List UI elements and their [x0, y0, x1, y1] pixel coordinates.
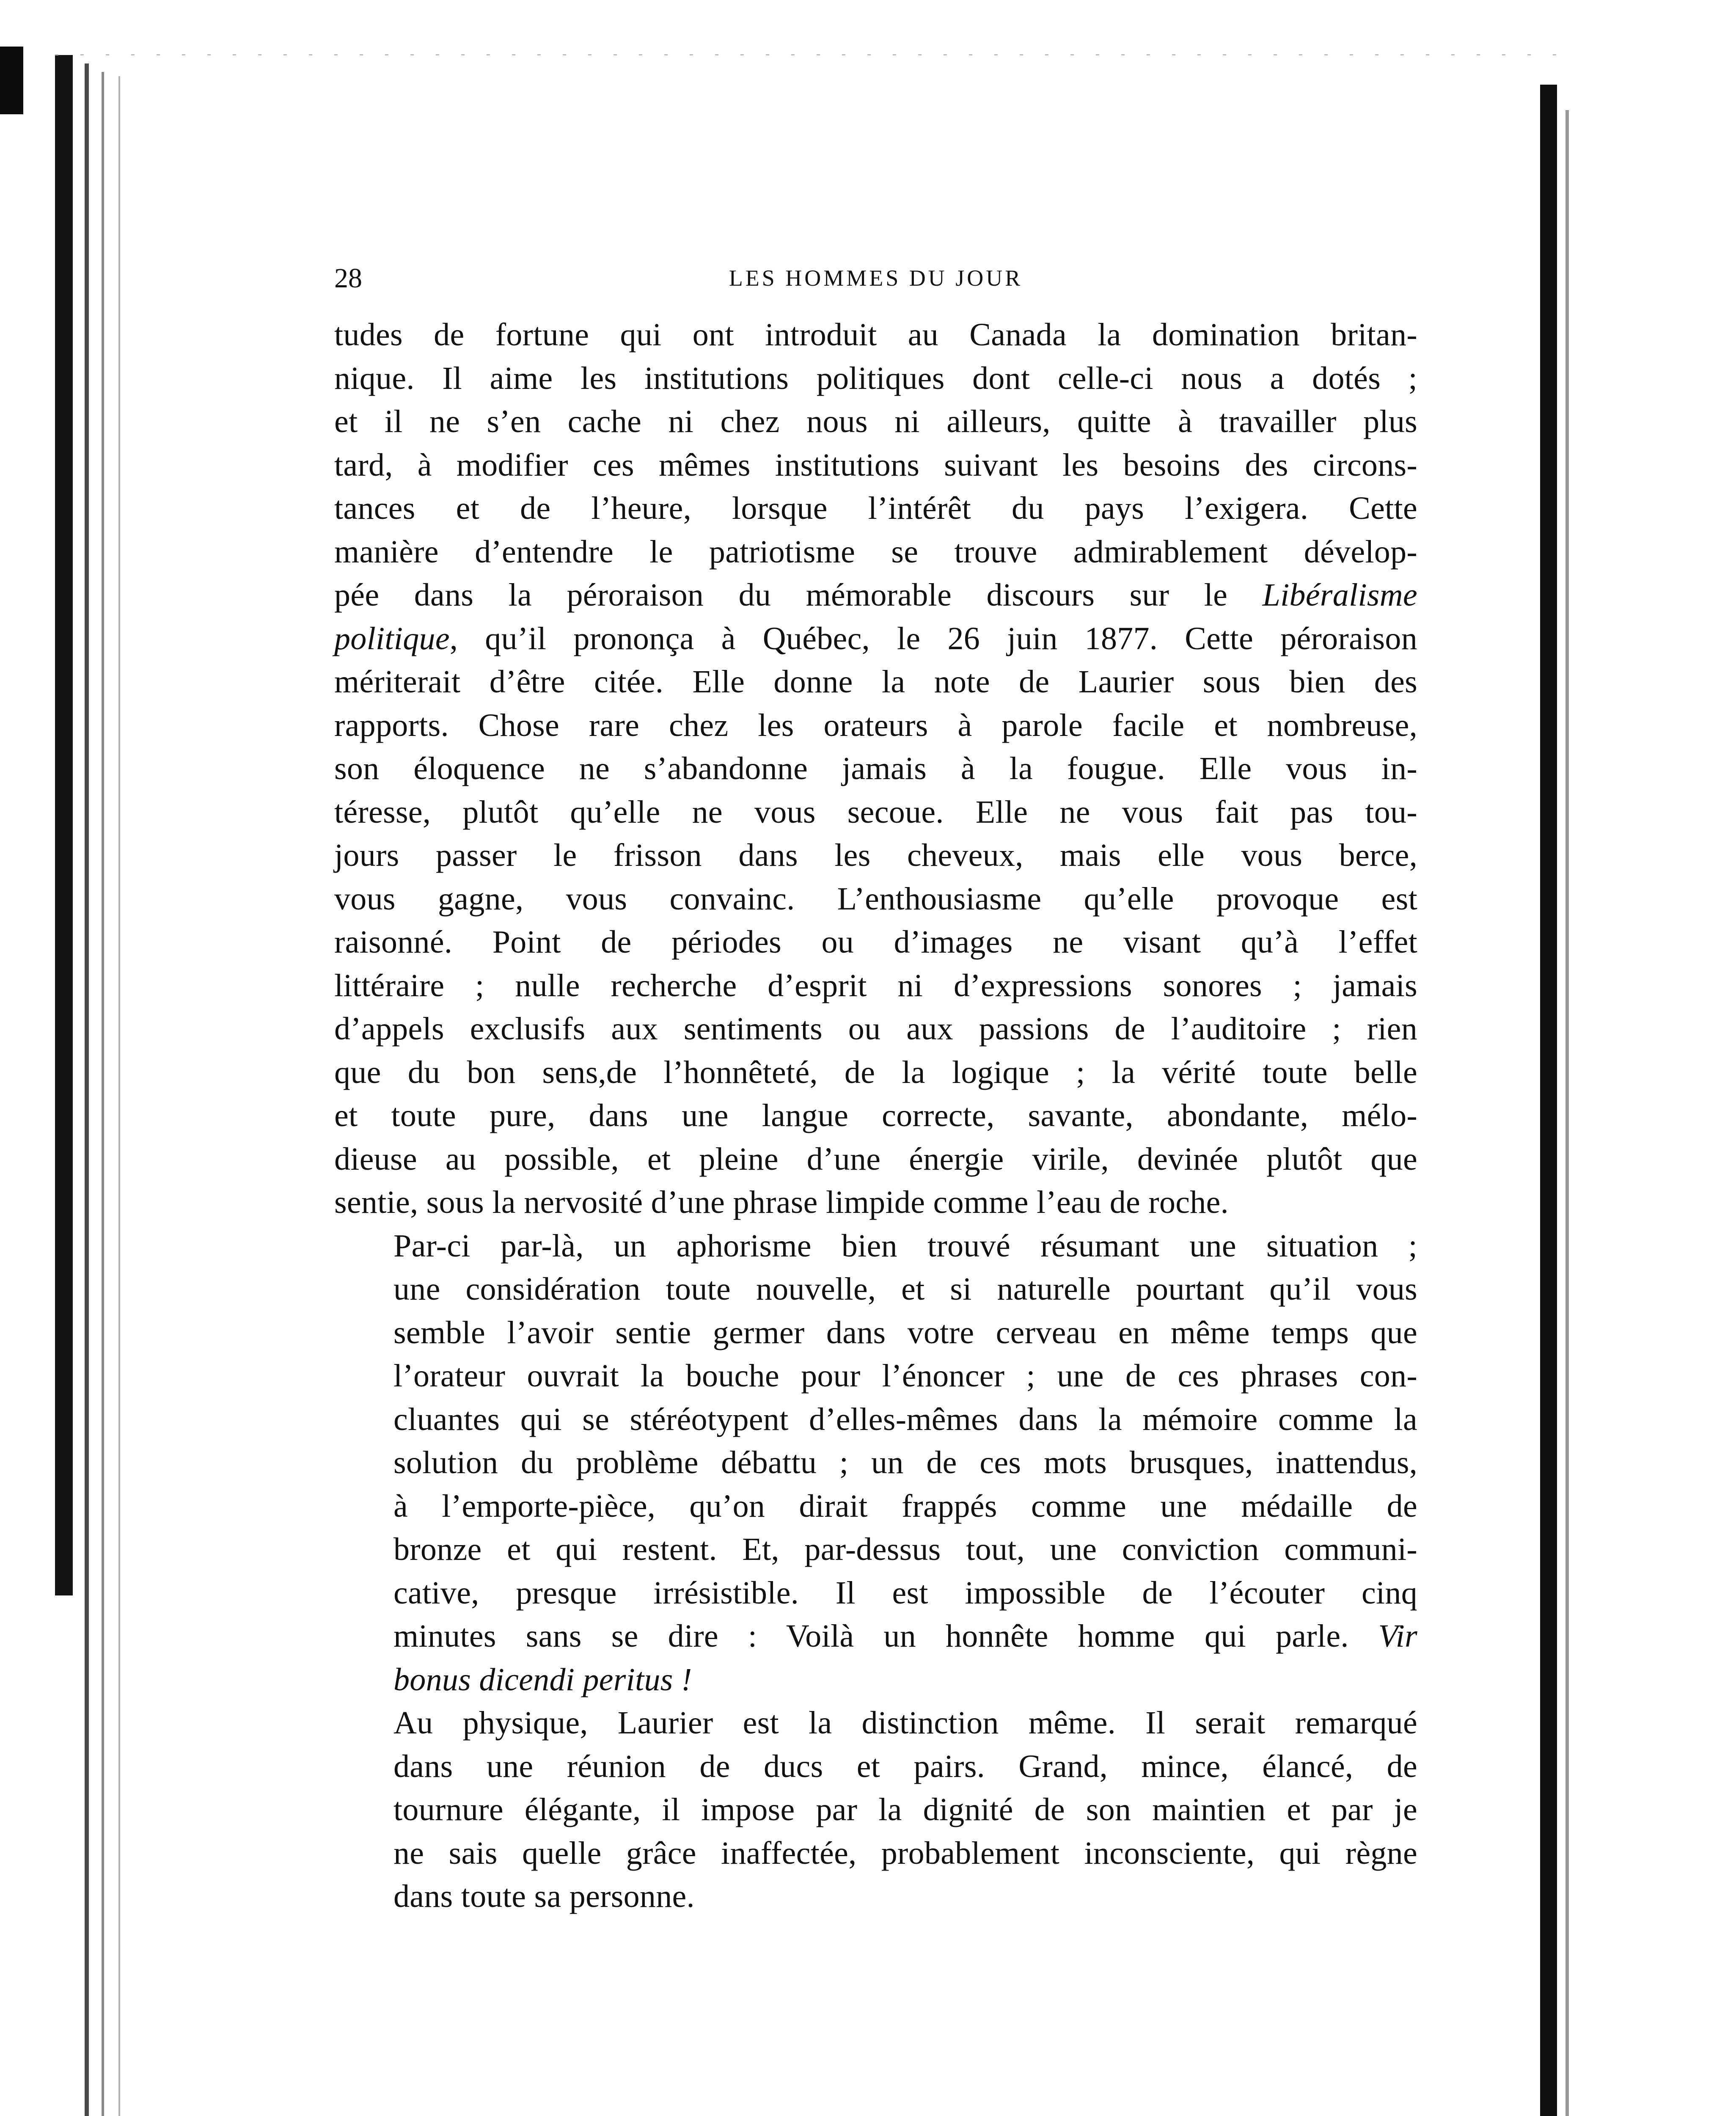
text-line: cluantes qui se stéréotypent d’elles-mêmes dans la mémoire comme la	[393, 1401, 1417, 1437]
text-line: semble l’avoir sentie germer dans votre cerveau en même temps que	[393, 1314, 1417, 1350]
scan-edge-top-line	[55, 54, 1557, 55]
paragraph	[334, 1224, 1417, 1702]
scan-edge-left-line	[85, 63, 89, 2116]
text-line: vous gagne, vous convainc. L’enthousiasme qu’elle provoque est	[334, 881, 1417, 917]
text-line: jours passer le frisson dans les cheveux, mais elle vous berce,	[334, 838, 1417, 873]
scan-edge-left-corner	[0, 47, 23, 114]
scan-edge-left-line	[118, 76, 120, 2116]
text-line: dans toute sa personne.	[393, 1879, 695, 1914]
text-line: tances et de l’heure, lorsque l’intérêt du pays l’exigera. Cette	[334, 490, 1417, 526]
text-line: tard, à modifier ces mêmes institutions suivant les besoins des circons-	[334, 447, 1417, 483]
text-line: bronze et qui restent. Et, par-dessus tout, une conviction communi-	[393, 1532, 1417, 1567]
text-line: nique. Il aime les institutions politiques dont celle-ci nous a dotés ;	[334, 360, 1417, 396]
scan-edge-left-line	[102, 72, 104, 2116]
text-line: sentie, sous la nervosité d’une phrase limpide comme l’eau de roche.	[334, 1185, 1229, 1220]
text-line: ne sais quelle grâce inaffectée, probablement inconsciente, qui règne	[393, 1835, 1417, 1871]
running-title: LES HOMMES DU JOUR	[729, 265, 1023, 291]
paragraph	[334, 1701, 1417, 1918]
scan-edge-left-bar	[55, 55, 73, 1595]
text-line: son éloquence ne s’abandonne jamais à la fougue. Elle vous in-	[334, 751, 1417, 786]
book-page	[334, 262, 1417, 1918]
text-line: et il ne s’en cache ni chez nous ni ailleurs, quitte à travailler plus	[334, 404, 1417, 439]
text-line: dans une réunion de ducs et pairs. Grand, mince, élancé, de	[393, 1748, 1417, 1784]
scan-edge-right-line	[1565, 110, 1569, 2116]
text-line: raisonné. Point de périodes ou d’images ne visant qu’à l’effet	[334, 924, 1417, 960]
text-line: mériterait d’être citée. Elle donne la note de Laurier sous bien des	[334, 664, 1417, 700]
running-head	[334, 262, 1417, 309]
page-number: 28	[334, 263, 362, 294]
text-line: que du bon sens,de l’honnêteté, de la logique ; la vérité toute belle	[334, 1054, 1417, 1090]
text-line: tudes de fortune qui ont introduit au Canada la domination britan-	[334, 317, 1417, 353]
text-line: pée dans la péroraison du mémorable discours sur le Libéralisme	[334, 577, 1417, 613]
text-line: dieuse au possible, et pleine d’une énergie virile, devinée plutôt que	[334, 1141, 1417, 1177]
text-line: d’appels exclusifs aux sentiments ou aux passions de l’auditoire ; rien	[334, 1011, 1417, 1047]
text-line: et toute pure, dans une langue correcte, savante, abondante, mélo-	[334, 1098, 1417, 1133]
text-line: Au physique, Laurier est la distinction même. Il serait remarqué	[393, 1705, 1417, 1741]
text-line: bonus dicendi peritus !	[393, 1661, 692, 1697]
text-line: à l’emporte-pièce, qu’on dirait frappés comme une médaille de	[393, 1488, 1417, 1524]
text-line: rapports. Chose rare chez les orateurs à parole facile et nombreuse,	[334, 707, 1417, 743]
text-line: tournure élégante, il impose par la dignité de son maintien et par je	[393, 1792, 1417, 1827]
text-line: solution du problème débattu ; un de ces mots brusques, inattendus,	[393, 1445, 1417, 1480]
text-line: Par-ci par-là, un aphorisme bien trouvé résumant une situation ;	[393, 1228, 1417, 1264]
scan-edge-right-bar	[1540, 85, 1557, 2116]
text-line: littéraire ; nulle recherche d’esprit ni d’expressions sonores ; jamais	[334, 967, 1417, 1003]
text-line: minutes sans se dire : Voilà un honnête homme qui parle. Vir	[393, 1618, 1417, 1654]
text-line: une considération toute nouvelle, et si naturelle pourtant qu’il vous	[393, 1271, 1417, 1307]
body-text	[334, 313, 1417, 1918]
text-line: cative, presque irrésistible. Il est impossible de l’écouter cinq	[393, 1575, 1417, 1611]
text-line: l’orateur ouvrait la bouche pour l’énoncer ; une de ces phrases con-	[393, 1358, 1417, 1394]
text-line: téresse, plutôt qu’elle ne vous secoue. Elle ne vous fait pas tou-	[334, 794, 1417, 830]
text-line: manière d’entendre le patriotisme se trouve admirablement dévelop-	[334, 534, 1417, 570]
paragraph	[334, 313, 1417, 1224]
text-line: politique, qu’il prononça à Québec, le 26 juin 1877. Cette péroraison	[334, 620, 1417, 656]
